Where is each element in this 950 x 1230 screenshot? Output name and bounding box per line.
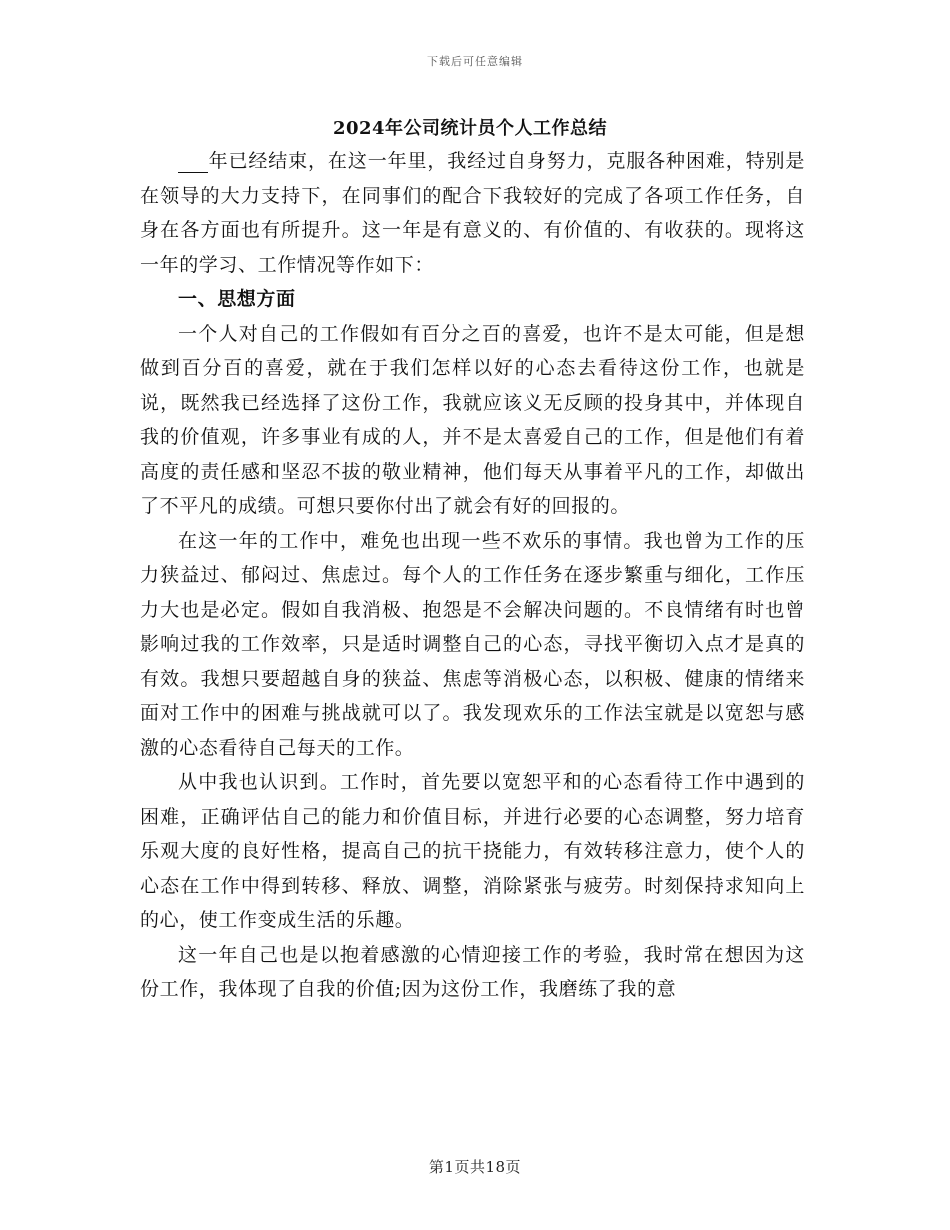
page-number: 第1页共18页 xyxy=(428,1158,522,1176)
paragraph: 在这一年的工作中，难免也出现一些不欢乐的事情。我也曾为工作的压力狭益过、郁闷过、焦虑过。每个人的工作任务在逐步繁重与细化，工作压力大也是必定。假如自我消极、抱怨是不会解决问题的。不良情绪有时也曾影响过我的工作效率，只是适时调整自己的心态，寻找平衡切入点才是真的有效。我想只要超越自身的狭益、焦虑等消极心态，以积极、健康的情绪来面对工作中的困难与挑战就可以了。我发现欢乐的工作法宝就是以宽恕与感激的心态看待自己每天的工作。 xyxy=(140,529,805,759)
document-body xyxy=(140,144,805,1007)
intro-text: 年已经结束，在这一年里，我经过自身努力，克服各种困难，特别是在领导的大力支持下，在同事们的配合下我较好的完成了各项工作任务，自身在各方面也有所提升。这一年是有意义的、有价值的、有收获的。现将这一年的学习、工作情况等作如下： xyxy=(140,150,805,276)
paragraph: 从中我也认识到。工作时，首先要以宽恕平和的心态看待工作中遇到的困难，正确评估自己的能力和价值目标，并进行必要的心态调整，努力培育乐观大度的良好性格，提高自己的抗干挠能力，有效转移注意力，使个人的心态在工作中得到转移、释放、调整，消除紧张与疲劳。时刻保持求知向上的心，使工作变成生活的乐趣。 xyxy=(140,771,805,931)
intro-blank xyxy=(178,150,208,173)
header-note: 下载后可任意编辑 xyxy=(427,55,523,68)
section-heading-thought: 一、思想方面 xyxy=(178,288,296,310)
paragraph: 一个人对自己的工作假如有百分之百的喜爱，也许不是太可能，但是想做到百分百的喜爱，就在于我们怎样以好的心态去看待这份工作，也就是说，既然我已经选择了这份工作，我就应该义无反顾的投身其中，并体现自我的价值观，许多事业有成的人，并不是太喜爱自己的工作，但是他们有着高度的责任感和坚忍不拔的敬业精神，他们每天从事着平凡的工作，却做出了不平凡的成绩。可想只要你付出了就会有好的回报的。 xyxy=(140,322,805,517)
document-title: 2024年公司统计员个人工作总结 xyxy=(332,118,608,139)
intro-paragraph xyxy=(140,144,805,282)
paragraph: 这一年自己也是以抱着感激的心情迎接工作的考验，我时常在想因为这份工作，我体现了自我的价值;因为这份工作，我磨练了我的意 xyxy=(140,943,805,1000)
